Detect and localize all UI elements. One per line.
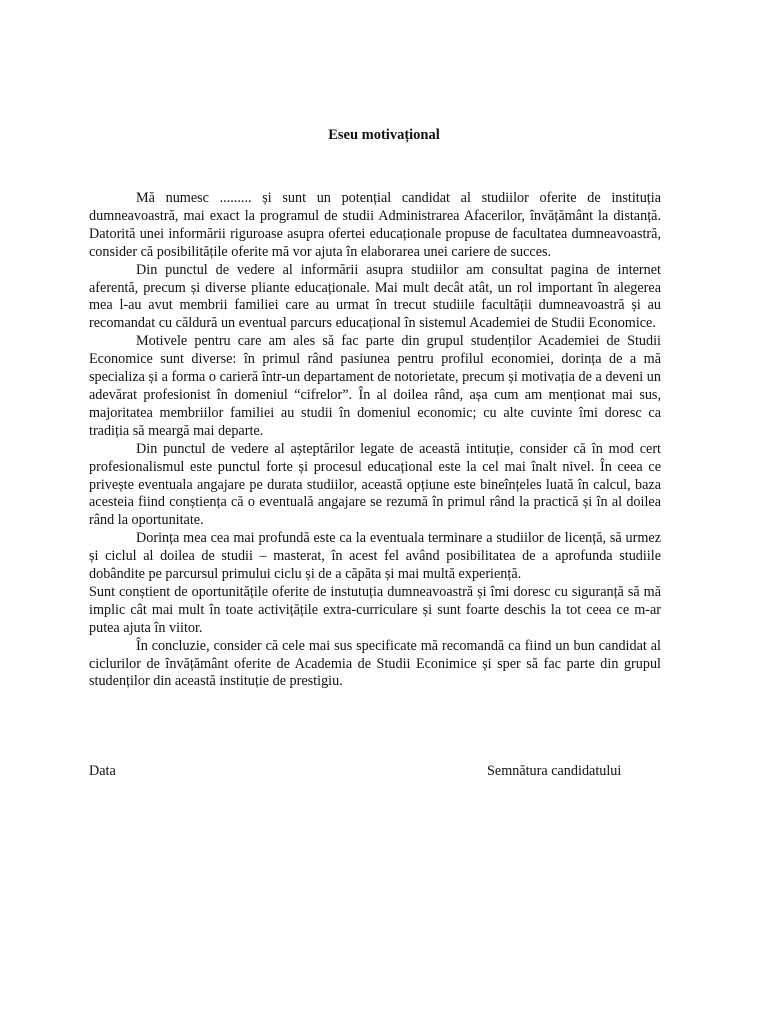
paragraph-3: Motivele pentru care am ales să fac parte din grupul studenților Academiei de Studii Economice sunt diverse: în primul rând pasiunea pentru profilul economiei, dorința de a mă specializa și a forma o carieră într-un departament de notorietate, precum și motivația de a deveni un adevărat profesionist în domeniul “cifrelor”. În al doilea rând, așa cum am menționat mai sus, majoritatea membriilor familiei au studii în domeniul economic; cu alte cuvinte îmi doresc ca tradiția să meargă mai departe. (89, 333, 661, 439)
paragraph-4: Din punctul de vedere al așteptărilor legate de această intituție, consider că în mod cert profesionalismul este punctul forte și procesul educațional este la cel mai înalt nivel. În ceea ce privește eventuala angajare pe durata studiilor, această opțiune este bineînțeles luată în calcul, baza acesteia fiind conștiența că o eventuală angajare se rezumă în primul rând la practică și în al doilea rând la oportunitate. (89, 440, 661, 529)
essay-body (89, 190, 661, 691)
paragraph-2: Din punctul de vedere al informării asupra studiilor am consultat pagina de internet aferentă, precum și diverse pliante educaționale. Mai mult decât atât, un rol important în alegerea mea l-au avut membrii familiei care au urmat în trecut studiile facultății dumneavoastră și au recomandat cu căldură un eventual parcurs educațional în sistemul Academiei de Studii Economice. (89, 261, 661, 332)
date-label: Data (89, 763, 116, 779)
page-title: Eseu motivațional (328, 127, 440, 143)
paragraph-1: Mă numesc ......... și sunt un potențial candidat al studiilor oferite de instituția dumneavoastră, mai exact la programul de studii Administrarea Afacerilor, învățământ la distanță. Datorită unei informării riguroase asupra ofertei educaționale propuse de facultatea dumneavoastră, consider că posibilitățile oferite mă vor ajuta în elaborarea unei cariere de succes. (89, 190, 661, 260)
paragraph-5: Dorința mea cea mai profundă este ca la eventuala terminare a studiilor de licență, să urmez și ciclul al doilea de studii – masterat, în acest fel având posibilitatea de a aprofunda studiile dobândite pe parcursul primului ciclu și de a căpăta și mai multă experiență. (89, 530, 661, 583)
signature-label: Semnătura candidatului (487, 763, 622, 779)
paragraph-7: În concluzie, consider că cele mai sus specificate mă recomandă ca fiind un bun candidat al ciclurilor de învățământ oferite de Academia de Studii Econimice și sper să fac parte din grupul studenților din această instituție de prestigiu. (89, 637, 661, 690)
paragraph-6: Sunt conștient de oportunitățile oferite de instutuția dumneavoastră și îmi doresc cu siguranță să mă implic cât mai mult în toate activițățile extra-curriculare și sunt foarte deschis la tot ceea ce m-ar putea ajuta în viitor. (89, 583, 661, 636)
